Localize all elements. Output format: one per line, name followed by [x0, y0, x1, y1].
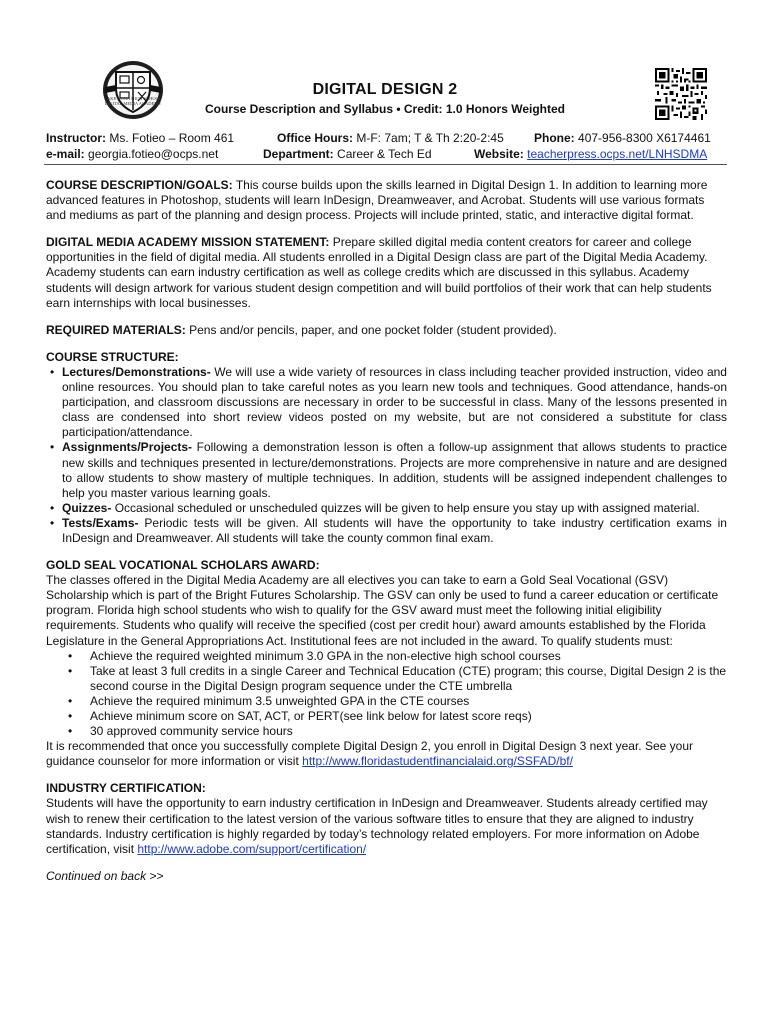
- materials-section: [46, 323, 727, 338]
- mission-heading: DIGITAL MEDIA ACADEMY MISSION STATEMENT:: [46, 235, 330, 250]
- gold-seal-text: The classes offered in the Digital Media Academy are all electives you can take to earn a Gold Seal Vocational (GSV) Scholarship which is part of the Bright Futures Scholarship. The GSV can only be used to fund a career education or certificate program. Florida high school students who wish to qualify for the GSV award must meet the following initial eligibility requirements. Students who qualify will receive the specified (cost per credit hour) award amounts established by the Florida Legislature in the General Appropriations Act. Institutional fees are not included in the award. To qualify students must:: [46, 573, 719, 648]
- phone-line: Phone: 407-956-8300 X6174461: [534, 131, 711, 145]
- instructor-value: Ms. Fotieo – Room 461: [109, 131, 235, 145]
- list-item: • Tests/Exams- Periodic tests will be given. All students will have the opportunity to take industry certification exams in InDesign and Dreamweaver. All students will take the county common final exam.: [46, 516, 727, 546]
- course-subtitle: Course Description and Syllabus • Credit: 1.0 Honors Weighted: [204, 102, 566, 116]
- office-hours-value: M-F: 7am; T & Th 2:20-2:45: [356, 131, 504, 145]
- materials-text: Pens and/or pencils, paper, and one pocket folder (student provided).: [189, 322, 557, 337]
- list-item: • Achieve the required minimum 3.5 unweighted GPA in the CTE courses: [46, 694, 727, 709]
- mission-text: Prepare skilled digital media content creators for career and college opportunities in the field of digital media. All students enrolled in a Digital Design class are part of the Digital Media Academy. Academy students can earn industry certification as well as college credits which are discussed in this syllabus. Academy students will design artwork for various student design competition and will build portfolios of their work that can help students earn internships with local businesses.: [46, 235, 712, 310]
- phone-value: 407-956-8300 X6174461: [578, 131, 711, 145]
- description-heading: COURSE DESCRIPTION/GOALS:: [46, 178, 233, 192]
- structure-list: [46, 365, 727, 546]
- list-item: • 30 approved community service hours: [46, 724, 727, 739]
- email-value: georgia.fotieo@ocps.net: [88, 147, 219, 161]
- structure-heading: COURSE STRUCTURE:: [46, 349, 179, 364]
- description-text: This course builds upon the skills learned in Digital Design 1. In addition to learning more advanced features in Photoshop, students will learn InDesign, Dreamweaver, and Acrobat. Students will use various formats and mediums as part of the planning and design process. Projects will include printed, static, and interactive digital format.: [46, 178, 708, 223]
- department-value: Career & Tech Ed: [337, 147, 432, 161]
- logo-caption: LAKE NONA HIGH SCHOOL DIGITAL MEDIA ACADEMY: [104, 96, 162, 106]
- gold-seal-requirements: [46, 649, 727, 740]
- course-title: DIGITAL DESIGN 2: [312, 81, 458, 98]
- header-divider: [44, 164, 727, 165]
- adobe-certification-link[interactable]: http://www.adobe.com/support/certification/: [137, 841, 367, 856]
- list-item: • Achieve minimum score on SAT, ACT, or PERT(see link below for latest score reqs): [46, 709, 727, 724]
- website-link[interactable]: teacherpress.ocps.net/LNHSDMA: [527, 147, 708, 161]
- certification-text: Students will have the opportunity to earn industry certification in InDesign and Dreamweaver. Students already certified may wish to renew their certification to the latest version of the various software titles to ensure that they are aligned to industry standards. Industry certification is highly regarded by today’s technology related employers. For more information on Adobe certification, visit http://www.adobe.com/support/certification/: [46, 796, 708, 856]
- department-line: Department: Career & Tech Ed: [263, 147, 432, 161]
- gold-seal-closing: It is recommended that once you successfully complete Digital Design 2, you enroll in Digital Design 3 next year. See your guidance counselor for more information or visit http://www.floridastudentfinancialaid.org/SSFAD/bf/: [46, 739, 693, 769]
- academy-logo: [101, 60, 165, 124]
- description-section: [46, 178, 727, 223]
- continued-note: Continued on back >>: [46, 868, 164, 883]
- list-item: • Take at least 3 full credits in a single Career and Technical Education (CTE) program; this course, Digital Design 2 is the second course in the Digital Design program sequence under the CTE umbrella: [46, 664, 727, 694]
- website-line: Website: teacherpress.ocps.net/LNHSDMA: [474, 147, 708, 161]
- mission-section: [46, 235, 727, 310]
- email-line: e-mail: georgia.fotieo@ocps.net: [46, 147, 219, 161]
- financial-aid-link[interactable]: http://www.floridastudentfinancialaid.org/SSFAD/bf/: [302, 754, 573, 769]
- certification-heading: INDUSTRY CERTIFICATION:: [46, 781, 206, 796]
- list-item: • Quizzes- Occasional scheduled or unscheduled quizzes will be given to help ensure you stay up with assigned material.: [46, 501, 727, 516]
- list-item: • Achieve the required weighted minimum 3.0 GPA in the non-elective high school courses: [46, 649, 727, 664]
- qr-code[interactable]: [655, 68, 707, 120]
- syllabus-body: [46, 178, 727, 884]
- materials-heading: REQUIRED MATERIALS:: [46, 322, 186, 337]
- list-item: • Lectures/Demonstrations- We will use a wide variety of resources in class including teacher provided instruction, video and online resources. You should plan to take careful notes as you learn new tools and techniques. Good attendance, hands-on participation, and classroom discussions are necessary in order to be successful in class. Many of the lessons presented in class are condensed into short review videos posted on my website, but are not considered a substitute for class participation/attendance.: [46, 365, 727, 440]
- list-item: • Assignments/Projects- Following a demonstration lesson is often a follow-up assignment that allows students to practice new skills and techniques presented in lecture/demonstrations. Projects are more comprehensive in nature and are designed to allow students to show mastery of multiple techniques. In addition, students will be assigned independent challenges to help you master various learning goals.: [46, 440, 727, 500]
- gold-seal-heading: GOLD SEAL VOCATIONAL SCHOLARS AWARD:: [46, 558, 320, 573]
- instructor-line: Instructor: Ms. Fotieo – Room 461: [46, 131, 235, 145]
- office-hours-line: Office Hours: M-F: 7am; T & Th 2:20-2:45: [277, 131, 504, 145]
